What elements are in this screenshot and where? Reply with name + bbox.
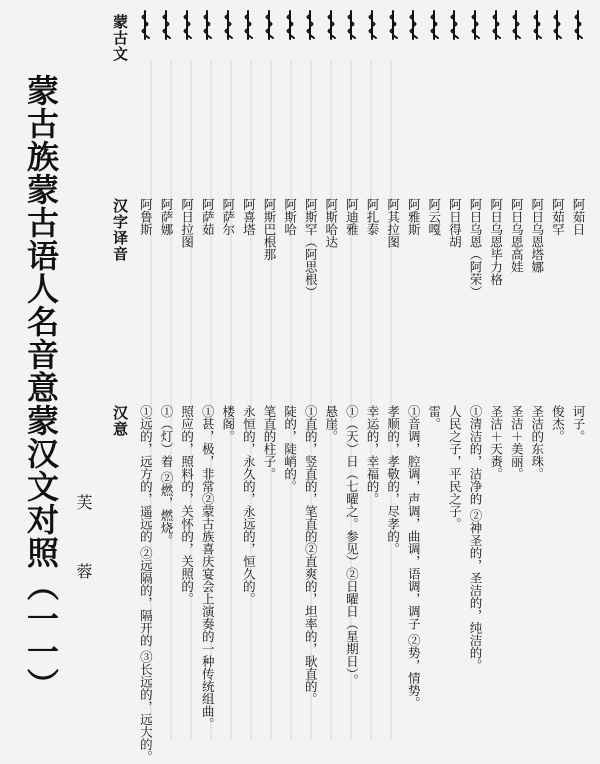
entry-name: 阿日乌恩塔娜 (529, 198, 545, 273)
mongolian-script (489, 10, 503, 40)
entry-meaning-part: 永恒的，永久的，永远的，恒久的。 (241, 405, 257, 605)
mongolian-script (530, 10, 544, 40)
mongolian-script (200, 10, 214, 40)
entry-meaning (240, 405, 256, 605)
mongolian-script (468, 10, 482, 40)
entry-meaning (323, 405, 339, 443)
entry-meaning-part: ①远的，远方的，遥远的 ②远隔的，隔开的 ③长远的，远大的。 (138, 405, 154, 763)
author-name: 芙 蓉 (74, 494, 93, 604)
entry-meaning (302, 405, 318, 705)
entry-name: 阿其拉图 (385, 198, 401, 248)
entry-meaning-part: 笔直的柱子。 (262, 405, 277, 480)
entry-name: 阿扎泰 (365, 198, 380, 236)
mongolian-script (447, 10, 461, 40)
mongolian-script (138, 10, 152, 40)
mongolian-script (406, 10, 420, 40)
entry-meaning-part: ①清洁的，洁净的 ②神圣的，圣洁的，纯洁的。 (468, 405, 483, 672)
entry-meaning-part: ）②日曜日（星期日）。 (344, 555, 360, 687)
header-chinese: 汉字译音 (111, 198, 129, 262)
entry-meaning-part: 悬崖。 (323, 405, 339, 443)
header-mongolian: 蒙古文 (111, 14, 129, 62)
entry-meaning-part: 陡的，陡峭的。 (282, 405, 298, 493)
mongolian-script (262, 10, 276, 40)
entry-meaning (549, 405, 565, 443)
entry-name: 阿喜塔 (241, 198, 257, 236)
entry-meaning (364, 405, 380, 505)
mongolian-script (509, 10, 523, 40)
entry-name: 阿鲁斯 (138, 198, 154, 236)
entry-meaning (529, 405, 545, 480)
entry-name: 阿日乌恩毕力格 (488, 198, 504, 286)
entry-meaning-part: ①甚，极，非常②蒙古族喜庆宴会上演奏的一种传统组曲。 (200, 405, 216, 730)
entry-meaning (405, 405, 421, 709)
entry-meaning (488, 405, 504, 480)
entry-name: 阿斯罕（阿思根） (303, 198, 319, 298)
entry-meaning-part: 雷。 (426, 405, 442, 430)
mongolian-script (571, 10, 585, 40)
entry-name: 阿茹罕 (550, 198, 566, 236)
entry-meaning (570, 405, 586, 443)
mongolian-script (241, 10, 255, 40)
mongolian-script (283, 10, 297, 40)
entry-meaning-part: 俊杰。 (550, 405, 566, 443)
mongolian-script (550, 10, 564, 40)
entry-meaning-part: ①音调，腔调，声调，曲调，语调，调子 ②势，情势。 (406, 405, 422, 709)
entry-meaning-part: 楼阁。 (220, 405, 236, 443)
entry-meaning (508, 405, 524, 480)
entry-name: 阿雅斯 (406, 198, 422, 236)
entry-name: 阿茹日 (571, 198, 586, 236)
entry-meaning-part: 圣洁的东珠。 (529, 405, 545, 480)
mongolian-script (221, 10, 235, 40)
entry-name: 阿萨尔 (220, 198, 236, 236)
mongolian-script (303, 10, 317, 40)
entry-name: 阿萨娜 (159, 198, 174, 236)
entry-meaning (220, 405, 236, 443)
entry-meaning (158, 405, 174, 546)
entry-meaning (385, 405, 401, 555)
entry-name: 阿日乌恩（阿荣） (468, 198, 483, 298)
entry-name: 阿萨茹 (200, 198, 216, 236)
mongolian-script (159, 10, 173, 40)
entry-meaning (426, 405, 442, 430)
entry-meaning (199, 405, 215, 730)
entry-name: 阿日乌恩高娃 (509, 198, 525, 273)
entry-name: 阿斯巴根那 (262, 198, 277, 261)
entry-name: 阿日拉图 (179, 198, 195, 248)
entry-name: 阿迪雅 (344, 198, 360, 236)
entry-name: 阿云嘎 (426, 198, 442, 236)
mongolian-script (324, 10, 338, 40)
mongolian-script (344, 10, 358, 40)
entry-name: 阿斯哈 (282, 198, 298, 236)
entry-meaning-part: ①（灯）着 ②燃，燃烧。 (159, 405, 174, 547)
entry-name: 阿日得胡 (447, 198, 463, 248)
entry-name: 阿斯哈达 (323, 198, 339, 248)
entry-meaning-part: 幸运的，幸福的。 (365, 405, 380, 505)
entry-meaning-part: 人民之子，平民之子。 (447, 405, 463, 530)
mongolian-script (427, 10, 441, 40)
mongolian-script (180, 10, 194, 40)
entry-meaning (261, 405, 277, 480)
mongolian-script (386, 10, 400, 40)
entry-meaning-part: ①直的，竖直的，笔直的②直爽的，坦率的，耿直的。 (303, 405, 319, 705)
entry-meaning-part: 圣洁＋美丽。 (509, 405, 525, 480)
bleed-through-texture (150, 60, 410, 740)
entry-meaning (343, 405, 359, 686)
entry-meaning (446, 405, 462, 530)
entry-meaning (467, 405, 483, 671)
entry-meaning-part: 圣洁＋天赉。 (488, 405, 504, 480)
mongolian-script (365, 10, 379, 40)
entry-meaning-part: ①（天）日（七曜之。参见 (344, 405, 360, 555)
page-title: 蒙古族蒙古语人名音意蒙汉文对照（一一） (22, 74, 60, 701)
header-meaning: 汉意 (111, 405, 129, 437)
entry-meaning (137, 405, 153, 763)
entry-meaning-part: 诃子。 (571, 405, 586, 443)
entry-meaning-part: 孝顺的，孝敬的，尽孝的。 (385, 405, 401, 555)
entry-meaning (282, 405, 298, 493)
entry-meaning-part: 照应的，照料的，关怀的，关照的。 (179, 405, 195, 605)
entry-meaning (179, 405, 195, 605)
